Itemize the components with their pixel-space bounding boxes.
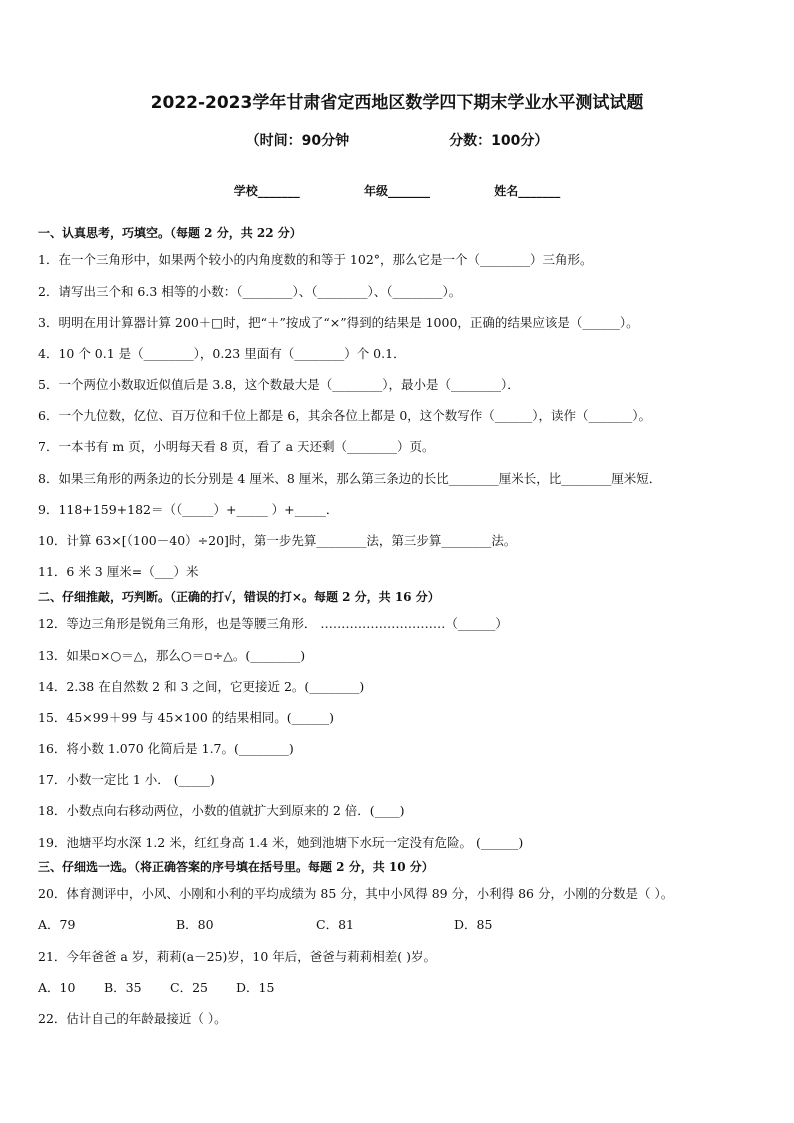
question-1: 1．在一个三角形中，如果两个较小的内角度数的和等于 102°，那么它是一个（________）三角形。 [38,252,593,267]
question-8: 8．如果三角形的两条边的长分别是 4 厘米、8 厘米，那么第三条边的长比________厘米长，比________厘米短． [38,471,662,486]
question-21-options [38,978,274,996]
question-14: 14．2.38 在自然数 2 和 3 之间，它更接近 2。(________) [38,679,365,694]
school-field[interactable]: 学校_______ [233,184,300,198]
grade-field[interactable]: 年级_______ [363,184,430,198]
option-c: C．25 [170,980,208,995]
option-b: B．35 [104,980,142,995]
section-heading-multiple-choice: 三、仔细选一选。（将正确答案的序号填在括号里。每题 2 分，共 10 分） [38,860,434,874]
option-a: A．79 [38,917,76,932]
question-13: 13．如果▫×○＝△，那么○＝▫÷△。(________) [38,648,306,663]
option-a: A．10 [38,980,76,995]
option-b: B．80 [176,917,214,932]
exam-time: （时间：90分钟 [245,133,350,149]
question-15: 15．45×99＋99 与 45×100 的结果相同。(______) [38,710,335,725]
question-10: 10．计算 63×[（100－40）÷20]时，第一步先算________法，第三步算________法。 [38,533,517,548]
question-7: 7．一本书有 m 页，小明每天看 8 页，看了 a 天还剩（________）页。 [38,439,435,454]
question-16: 16．将小数 1.070 化简后是 1.7。(________) [38,741,294,756]
option-d: D．15 [236,980,275,995]
question-6: 6．一个九位数，亿位、百万位和千位上都是 6，其余各位上都是 0，这个数写作（______），读作（_______）。 [38,408,652,423]
student-info [0,182,794,199]
question-11: 11．6 米 3 厘米=（___）米 [38,564,199,579]
question-9: 9．118+159+182＝（（_____）+_____ ）+_____． [38,502,339,517]
question-20: 20．体育测评中，小风、小刚和小利的平均成绩为 85 分，其中小风得 89 分，小利得 86 分，小刚的分数是（ ）。 [38,886,674,901]
exam-score: 分数：100分） [449,133,549,149]
name-field[interactable]: 姓名_______ [494,184,561,198]
exam-meta [0,130,794,150]
question-3: 3．明明在用计算器计算 200＋□时，把“＋”按成了“×”得到的结果是 1000，正确的结果应该是（______）。 [38,315,639,330]
question-22: 22．估计自己的年龄最接近（ ）。 [38,1011,227,1026]
question-21: 21．今年爸爸 a 岁，莉莉(a－25)岁，10 年后，爸爸与莉莉相差( )岁。 [38,949,437,964]
question-19: 19．池塘平均水深 1.2 米，红红身高 1.4 米，她到池塘下水玩一定没有危险。 (______) [38,835,524,850]
section-heading-true-false: 二、仔细推敲，巧判断。（正确的打√，错误的打×。每题 2 分，共 16 分） [38,590,440,604]
question-4: 4．10 个 0.1 是（________），0.23 里面有（________）个 0.1． [38,346,406,361]
question-2: 2．请写出三个和 6.3 相等的小数：（________）、（________）、（________）。 [38,284,462,299]
question-18: 18．小数点向右移动两位，小数的值就扩大到原来的 2 倍．(____) [38,803,405,818]
question-5: 5．一个两位小数取近似值后是 3.8，这个数最大是（________），最小是（________）． [38,377,520,392]
page-title: 2022-2023学年甘肃省定西地区数学四下期末学业水平测试试题 [150,93,644,113]
question-12: 12．等边三角形是锐角三角形，也是等腰三角形． …………………………（______） [38,616,508,631]
option-c: C．81 [316,917,354,932]
question-17: 17．小数一定比 1 小． (_____) [38,772,215,787]
section-heading-fill-in: 一、认真思考，巧填空。（每题 2 分，共 22 分） [38,226,302,240]
question-20-options [38,915,492,933]
option-d: D．85 [454,917,493,932]
